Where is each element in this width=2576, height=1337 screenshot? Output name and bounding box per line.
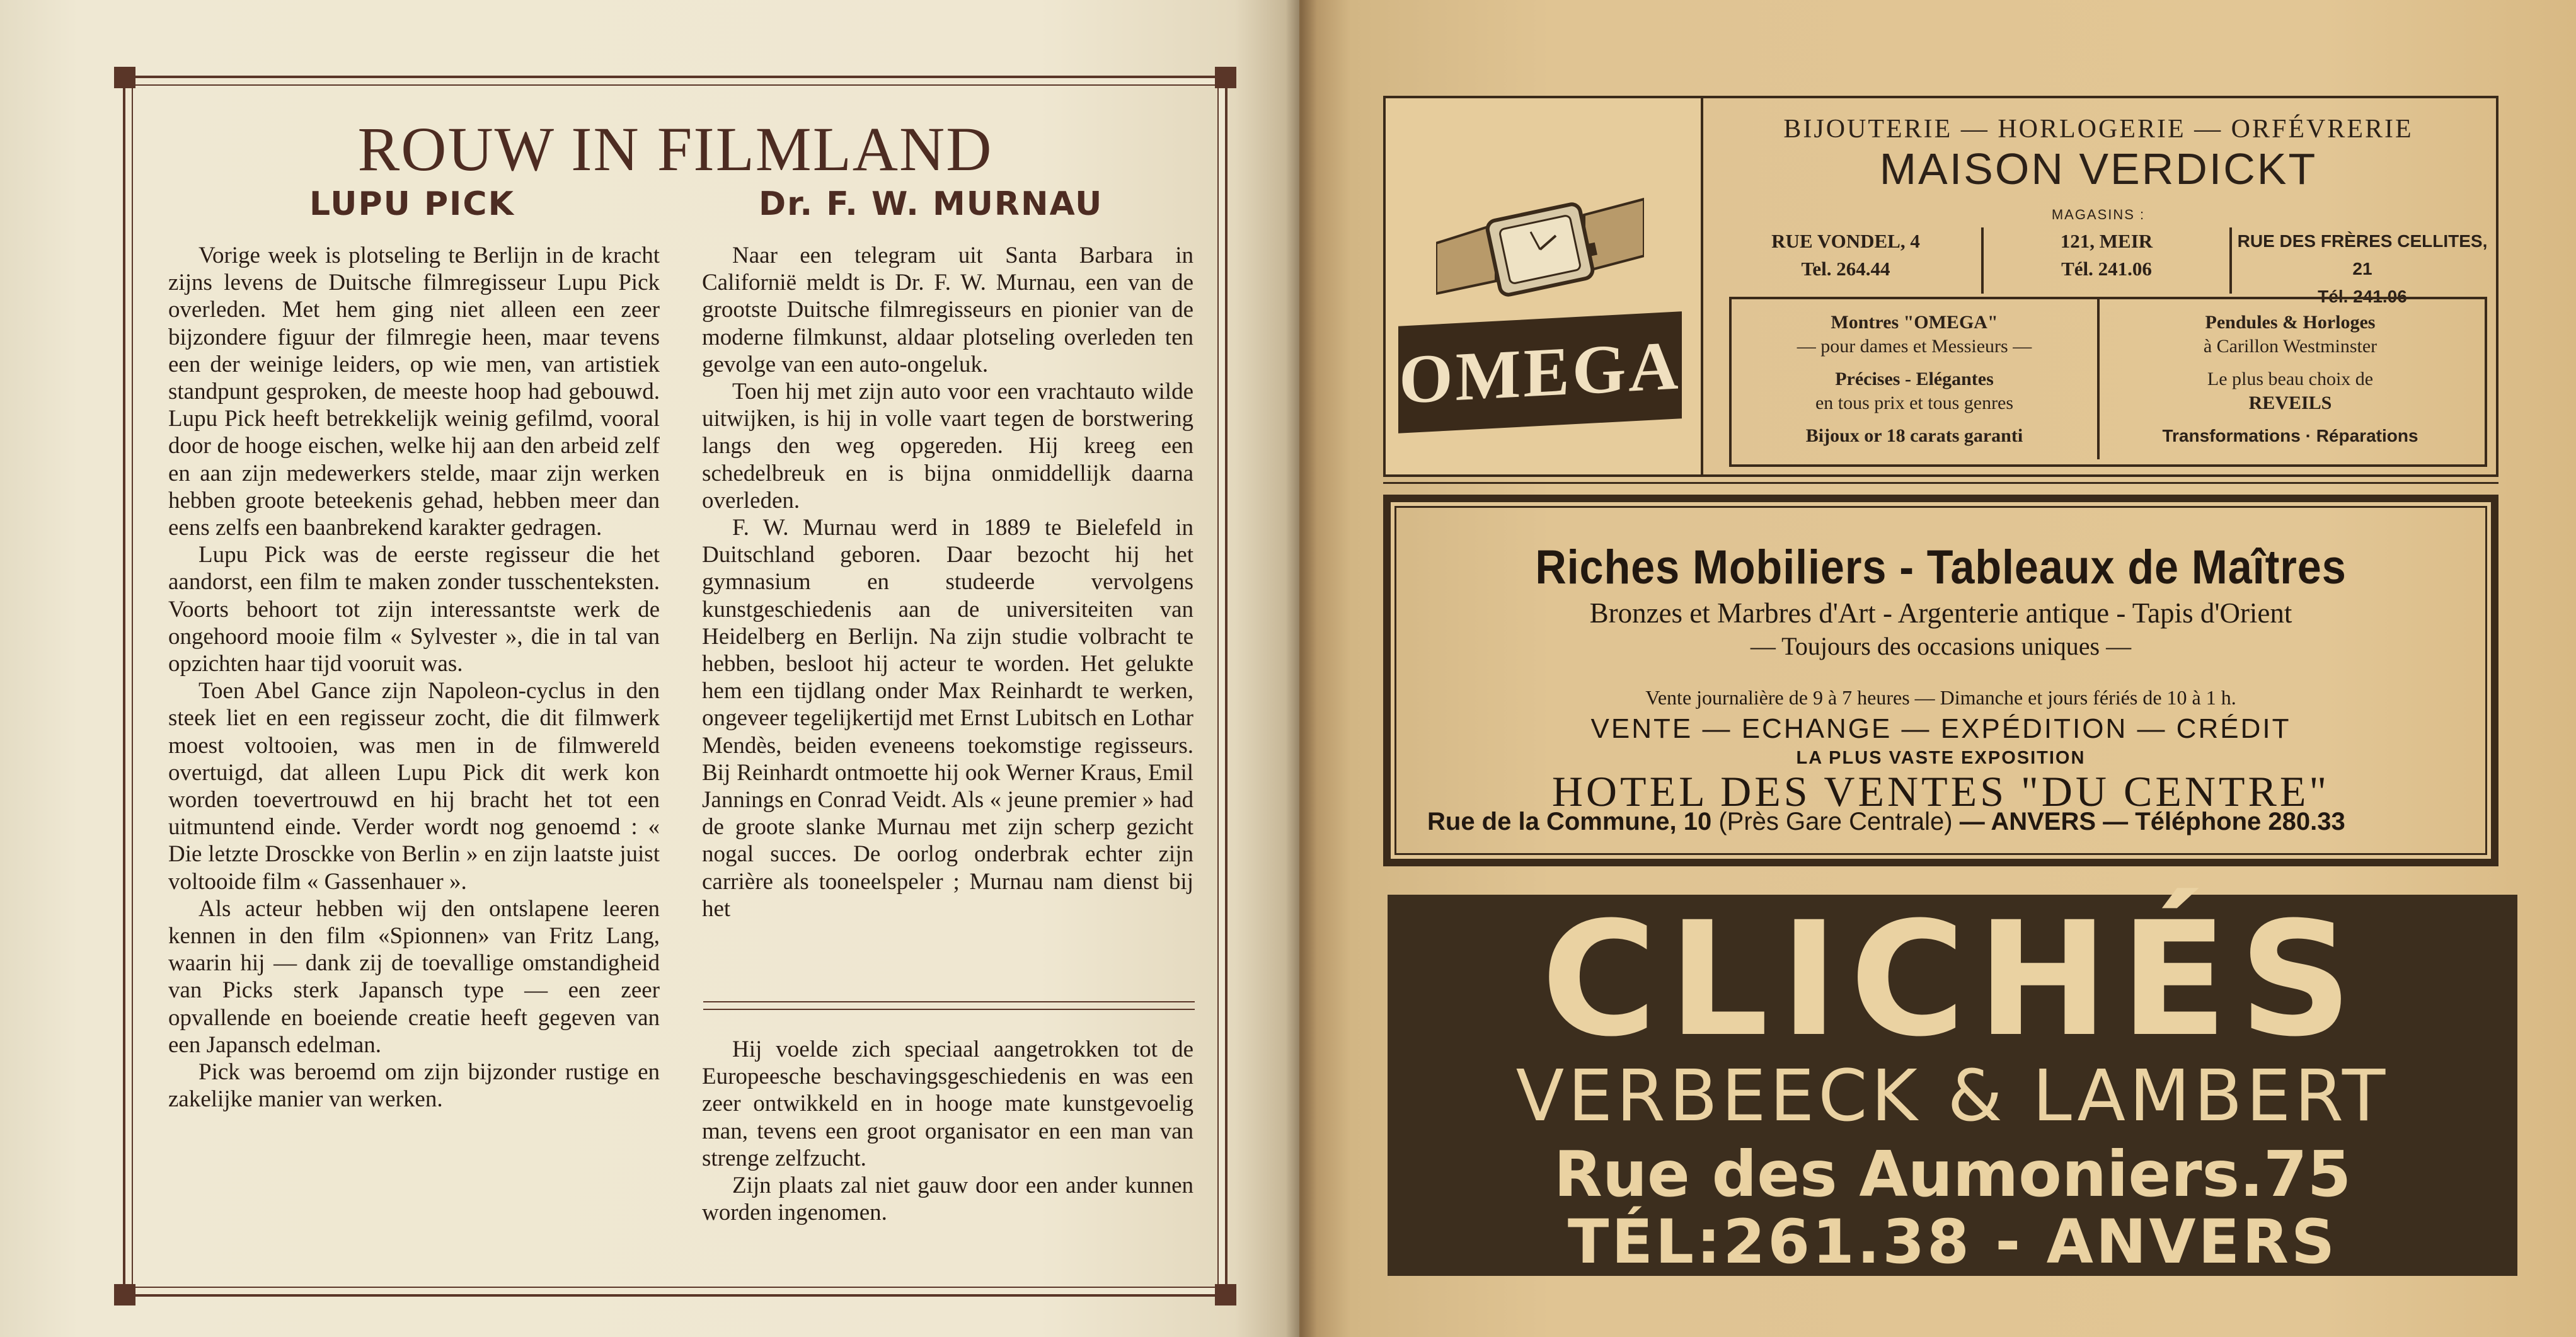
box-line: REVEILS	[2248, 393, 2332, 413]
mobiliers-services: VENTE — ECHANGE — EXPÉDITION — CRÉDIT	[1590, 713, 2291, 744]
frame-corner-ornament	[1215, 67, 1236, 88]
box-line: Bijoux or 18 carats garanti	[1805, 425, 2023, 446]
paragraph: Naar een telegram uit Santa Barbara in Californië meldt is Dr. F. W. Murnau, een van de grootste Duitsche filmregisseurs en pionier van de moderne filmkunst, aldaar plotseling overleden ten gevolge van een auto-ongeluk.	[702, 243, 1193, 377]
address-line: RUE VONDEL, 4	[1771, 230, 1920, 252]
column-lupu-pick	[168, 242, 660, 1113]
article-frame	[123, 76, 1228, 1297]
cliches-company: VERBEECK & LAMBERT	[1515, 1055, 2389, 1137]
wristwatch-illustration	[1436, 186, 1644, 325]
address-note: (Près Gare Centrale)	[1711, 808, 1960, 835]
paragraph: Lupu Pick was de eerste regisseur die het aandorst, een film te maken zonder tusschenteksten. Voorts behoort tot zijn interessantste werk de ongehoord mooie film « Sylvester », die in tal van opzichten haar tijd vooruit was.	[168, 542, 660, 677]
verdickt-address-meir	[1981, 227, 2232, 294]
paragraph: Zijn plaats zal niet gauw door een ander kunnen worden ingenomen.	[702, 1173, 1193, 1226]
mobiliers-title: Riches Mobiliers - Tableaux de Maîtres	[1535, 541, 2347, 594]
cliches-telephone: TÉL:261.38 - ANVERS	[1567, 1207, 2338, 1277]
address-city-phone: — ANVERS — Téléphone 280.33	[1959, 808, 2345, 835]
verdickt-address-vondel	[1716, 227, 1975, 294]
box-line: Le plus beau choix de	[2207, 369, 2374, 389]
frame-corner-ornament	[114, 67, 135, 88]
page-gutter	[1285, 0, 1317, 1337]
verdickt-address-cellites	[2233, 227, 2492, 306]
cliches-title: CLICHÉS	[1541, 888, 2364, 1071]
paragraph: Toen Abel Gance zijn Napoleon-cyclus in den steek liet en een regisseur zocht, die dit filmwerk moest voltooien, was men in de filmwereld overtuigd, dat alleen Lupu Pick dit werk kon worden toevertrouwd en hij bracht het tot een uitmuntend einde. Verder wordt nog genoemd : « Die letzte Drosckke von Berlin » en zijn laatste juist voltooide film « Gassenhauer ».	[168, 678, 660, 895]
box-line: Transformations · Réparations	[2162, 426, 2418, 445]
address-phone: Tél. 241.06	[2318, 287, 2407, 306]
verdickt-box-pendules	[2101, 299, 2480, 459]
mobiliers-address	[1427, 808, 2461, 836]
verdickt-kicker: BIJOUTERIE — HORLOGERIE — ORFÉVRERIE	[1783, 115, 2413, 144]
column-title-lupu-pick: LUPU PICK	[309, 185, 515, 223]
box-line: à Carillon Westminster	[2203, 336, 2378, 357]
paragraph: Vorige week is plotseling te Berlijn in de kracht zijns levens de Duitsche filmregisseur Lupu Pick overleden. Met hem ging niet alleen een zeer bijzondere figuur der filmregie heen, maar tevens een der weinige leiders, op wie men, van artistiek standpunt gesproken, de meeste hoop had gebouwd. Lupu Pick heeft betrekkelijk weinig gefilmd, vooral door de hooge eischen, welke hij aan den arbeid zelf en aan zijn medewerkers stelde, maar zijn werken hebben groote beteekenis gehad, hebben meer dan eens zelfs een baanbrekend karakter gedragen.	[168, 243, 660, 541]
column-divider	[703, 1001, 1195, 1010]
box-line: — pour dames et Messieurs —	[1797, 336, 2032, 357]
mobiliers-tagline: — Toujours des occasions uniques —	[1750, 632, 2132, 660]
address-line: 121, MEIR	[2060, 230, 2153, 252]
address-street: Rue de la Commune, 10	[1427, 808, 1712, 835]
paragraph: Pick was beroemd om zijn bijzonder rustige en zakelijke manier van werken.	[168, 1059, 660, 1113]
omega-logo: OMEGA	[1398, 311, 1682, 433]
box-line: Précises - Elégantes	[1835, 369, 1994, 389]
article-headline: ROUW IN FILMLAND	[357, 114, 993, 184]
verdickt-box-omega	[1732, 299, 2100, 459]
address-phone: Tel. 264.44	[1801, 258, 1890, 280]
paragraph: F. W. Murnau werd in 1889 te Bielefeld in Duitschland geboren. Daar bezocht hij het gymnasium en studeerde vervolgens kunstgeschiedenis aan de universiteiten van Heidelberg en Berlijn. Na zijn studie volbracht te hebben, besloot hij acteur te worden. Het gelukte hem een tijdlang onder Max Reinhardt te werken, ongeveer tegelijkertijd met Ernst Lubitsch en Lothar Mendès, beiden eveneens toekomstige regisseurs. Bij Reinhardt ontmoette hij ook Werner Kraus, Emil Jannings en Conrad Veidt. Als « jeune premier » had de groote slanke Murnau met zijn scherp gezicht nogal succes. De oorlog onderbrak echter zijn carrière als tooneelspeler ; Murnau nam dienst bij het	[702, 515, 1193, 922]
box-line: Montres "OMEGA"	[1831, 312, 1998, 333]
frame-corner-ornament	[114, 1284, 135, 1305]
cliches-street: Rue des Aumoniers.75	[1553, 1137, 2352, 1211]
address-line: RUE DES FRÈRES CELLITES, 21	[2237, 231, 2488, 278]
box-line: Pendules & Horloges	[2205, 312, 2376, 333]
paragraph: Hij voelde zich speciaal aangetrokken tot de Europeesche beschavingsgeschiedenis en was een zeer ontwikkeld en in hooge mate kunstgevoelig man, tevens een groot organisator en een man van strenge zelfzucht.	[702, 1036, 1193, 1171]
box-line: en tous prix et tous genres	[1815, 393, 2014, 413]
verdickt-title: MAISON VERDICKT	[1879, 144, 2318, 193]
paragraph: Toen hij met zijn auto voor een vrachtauto wilde uitwijken, is hij in volle vaart tegen de borstwering langs den weg opgereden. Hij kreeg een schedelbreuk en is bijna onmiddellijk daarna overleden.	[702, 379, 1193, 514]
omega-panel	[1386, 98, 1703, 474]
ad-maison-verdickt	[1383, 96, 2498, 477]
column-title-murnau: Dr. F. W. MURNAU	[759, 185, 1103, 223]
paragraph: Als acteur hebben wij den ontslapene leeren kennen in den film «Spionnen» van Fritz Lang, waarin hij — dank zij de toevallige omstandigheid van Picks sterk Japansch type — een zeer opvallende en boeiende creatie heeft gegeven van een Japansch edelman.	[168, 895, 660, 1058]
address-phone: Tél. 241.06	[2061, 258, 2152, 280]
mobiliers-hours: Vente journalière de 9 à 7 heures — Dimanche et jours fériés de 10 à 1 h.	[1645, 686, 2236, 709]
verdickt-product-boxes	[1729, 297, 2487, 467]
ad-cliches-verbeeck-lambert	[1388, 888, 2517, 1277]
mobiliers-subtitle: Bronzes et Marbres d'Art - Argenterie antique - Tapis d'Orient	[1589, 597, 2292, 629]
verdickt-magasins-label: MAGASINS :	[2051, 207, 2146, 222]
column-murnau-continued	[702, 1036, 1193, 1226]
mobiliers-hotel-name: HOTEL DES VENTES "DU CENTRE"	[1551, 767, 2330, 815]
column-murnau	[702, 242, 1193, 922]
mobiliers-exposition: LA PLUS VASTE EXPOSITION	[1796, 748, 2086, 768]
frame-corner-ornament	[1215, 1284, 1236, 1305]
ad-hotel-des-ventes	[1383, 495, 2498, 866]
